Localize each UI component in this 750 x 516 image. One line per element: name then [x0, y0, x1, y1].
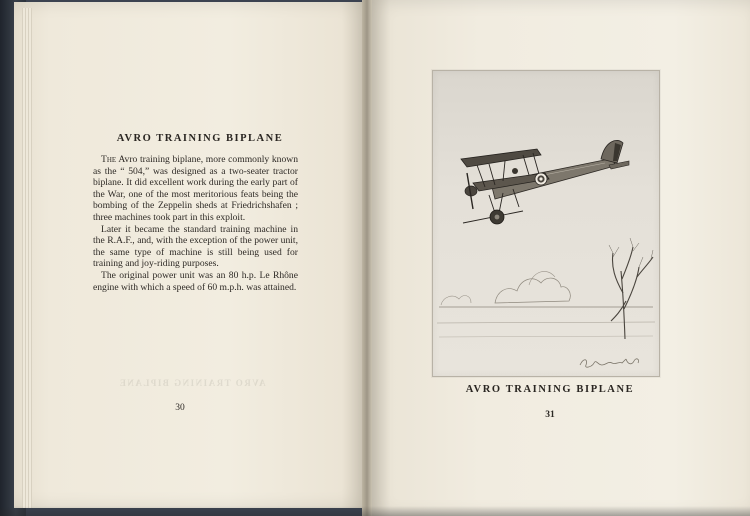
biplane-etching-illustration: [433, 71, 659, 376]
biplane-drawing: [461, 140, 629, 224]
paragraph-text: Later it became the standard training machine in the R.A.F., and, with the exception of the power unit, the same type of machine is still being used for training and joy-riding purposes.: [93, 223, 298, 270]
article-paragraph-1: [93, 154, 298, 224]
paragraph-text: The original power unit was an 80 h.p. Le Rhône engine with which a speed of 60 m.p.h. was attained.: [93, 269, 298, 293]
article-body: [93, 154, 298, 293]
paragraph-text: Avro training biplane, more commonly known as the “ 504,” was designed as a two-seater tractor biplane. It did excellent work during the early part of the War, one of the most meritorious feats being the bombing of the Zeppelin sheds at Friedrichshafen ; three machines took part in this exploit.: [93, 154, 298, 223]
page-number-right: 31: [545, 410, 555, 420]
page-number-left: 30: [175, 403, 185, 413]
bottom-edge-shadow: [0, 506, 750, 516]
book-gutter: [362, 0, 372, 516]
paragraph-lead-word: The: [101, 154, 117, 165]
biplane-etching-plate: [432, 70, 660, 377]
article-title: AVRO TRAINING BIPLANE: [116, 133, 284, 144]
article-paragraph-2: [93, 224, 298, 270]
page-stack-edge: [22, 8, 32, 508]
bleed-through-caption: AVRO TRAINING BIPLANE: [118, 378, 266, 388]
article-paragraph-3: [93, 270, 298, 293]
plate-caption: AVRO TRAINING BIPLANE: [465, 384, 635, 395]
artist-signature: [578, 353, 642, 371]
